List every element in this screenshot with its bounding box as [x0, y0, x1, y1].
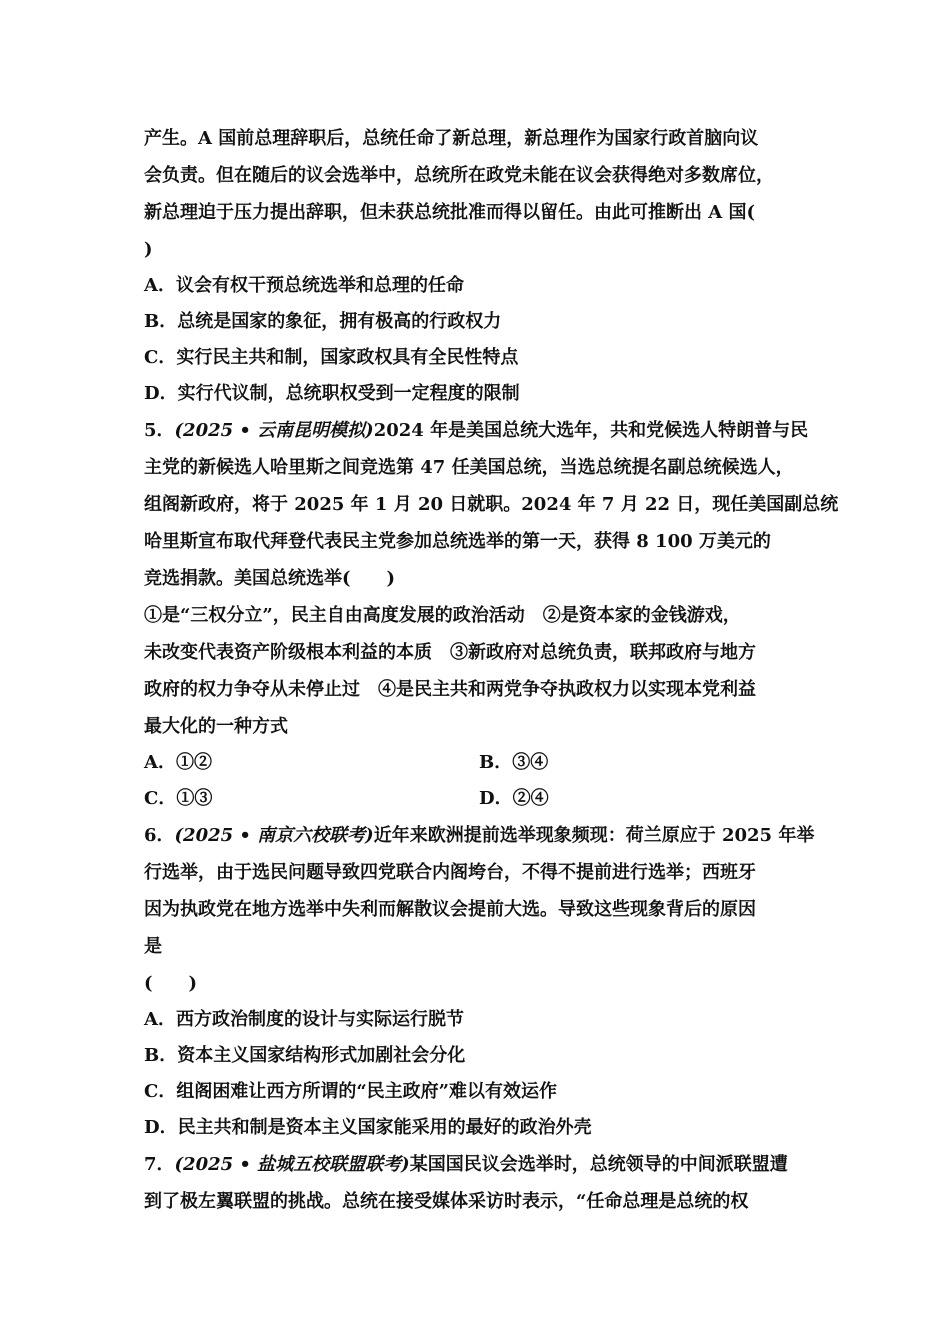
- q4-stem-line: 新总理迫于压力提出辞职，但未获总统批准而得以留任。由此可推断出 A 国(: [144, 202, 756, 223]
- q6-stem-line: 因为执政党在地方选举中失利而解散议会提前大选。导致这些现象背后的原因: [144, 899, 756, 920]
- q5-option-a: A．①②: [144, 752, 212, 773]
- q6-stem-line: 行选举，由于选民问题导致四党联合内阁垮台，不得不提前进行选举；西班牙: [144, 862, 756, 883]
- q5-statements-line: 最大化的一种方式: [144, 716, 288, 737]
- q5-options-row: [144, 745, 820, 781]
- q6-option-a: A．西方政治制度的设计与实际运行脱节: [144, 1009, 464, 1030]
- q5-statements-line: ①是“三权分立”，民主自由高度发展的政治活动 ②是资本家的金钱游戏，: [144, 605, 741, 626]
- q5-stem-line: 竞选捐款。美国总统选举( ): [144, 568, 396, 589]
- q5-stem-line: 主党的新候选人哈里斯之间竞选第 47 任美国总统，当选总统提名副总统候选人，: [144, 457, 794, 478]
- q5-statements-line: 政府的权力争夺从未停止过 ④是民主共和两党争夺执政权力以实现本党利益: [144, 679, 756, 700]
- q5-source: (2025 • 云南昆明模拟): [174, 420, 374, 441]
- q7-source: (2025 • 盐城五校联盟联考): [174, 1154, 410, 1175]
- q6-option-d: D．民主共和制是资本主义国家能采用的最好的政治外壳: [144, 1117, 592, 1138]
- q4-answer-bracket: ): [144, 239, 153, 260]
- q7-stem-line: 到了极左翼联盟的挑战。总统在接受媒体采访时表示，“任命总理是总统的权: [144, 1191, 749, 1212]
- q6-stem-start: 近年来欧洲提前选举现象频现：荷兰原应于 2025 年举: [373, 825, 815, 846]
- q4-option-a: A．议会有权干预总统选举和总理的任命: [144, 275, 464, 296]
- q5-option-c: C．①③: [144, 788, 213, 809]
- q5-stem-start: 2024 年是美国总统大选年，共和党候选人特朗普与民: [373, 420, 809, 441]
- q5-first-line: [144, 412, 820, 449]
- q4-option-b: B．总统是国家的象征，拥有极高的行政权力: [144, 311, 502, 332]
- q7-stem-start: 某国国民议会选举时，总统领导的中间派联盟遭: [409, 1154, 788, 1175]
- q5-stem-line: 组阁新政府，将于 2025 年 1 月 20 日就职。2024 年 7 月 22 日，现任美国副总统: [144, 494, 839, 515]
- q5-statements-line: 未改变代表资产阶级根本利益的本质 ③新政府对总统负责，联邦政府与地方: [144, 642, 756, 663]
- q7-first-line: [144, 1146, 820, 1183]
- q4-stem-line: 产生。A 国前总理辞职后，总统任命了新总理，新总理作为国家行政首脑向议: [144, 128, 759, 149]
- q5-stem-line: 哈里斯宣布取代拜登代表民主党参加总统选举的第一天，获得 8 100 万美元的: [144, 531, 771, 552]
- q5-option-b: B．③④: [479, 752, 549, 773]
- q6-stem-line: 是: [144, 936, 162, 957]
- q4-option-d: D．实行代议制，总统职权受到一定程度的限制: [144, 383, 520, 404]
- q5-option-d: D．②④: [479, 788, 549, 809]
- q6-answer-bracket: ( ): [144, 973, 198, 994]
- q6-option-b: B．资本主义国家结构形式加剧社会分化: [144, 1045, 466, 1066]
- q4-option-c: C．实行民主共和制，国家政权具有全民性特点: [144, 347, 519, 368]
- q6-first-line: [144, 817, 820, 854]
- q4-stem-line: 会负责。但在随后的议会选举中，总统所在政党未能在议会获得绝对多数席位，: [144, 165, 774, 186]
- q5-options-row: [144, 781, 820, 817]
- q7-number: 7．: [144, 1154, 175, 1175]
- q6-option-c: C．组阁困难让西方所谓的“民主政府”难以有效运作: [144, 1081, 558, 1102]
- document-body: [144, 120, 839, 1220]
- q5-number: 5．: [144, 420, 175, 441]
- q6-source: (2025 • 南京六校联考): [174, 825, 374, 846]
- q6-number: 6．: [144, 825, 175, 846]
